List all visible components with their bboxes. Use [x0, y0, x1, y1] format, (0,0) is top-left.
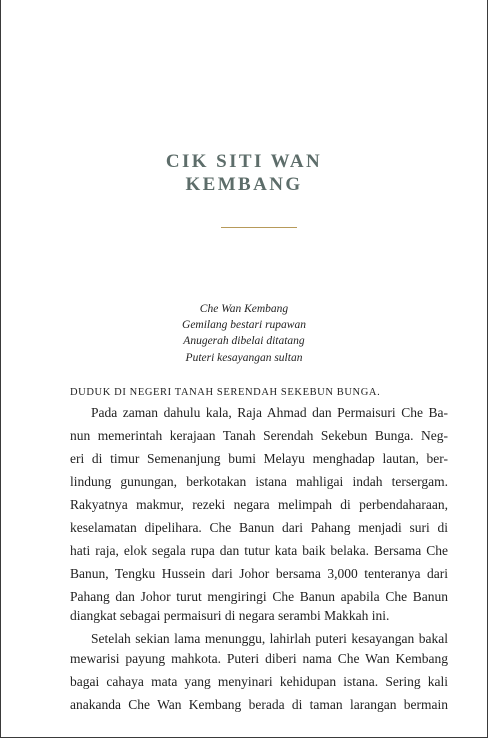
- body-text-line: mewarisi payung mahkota. Puteri diberi nama Che Wan Kembang: [70, 651, 448, 666]
- chapter-title: [1, 150, 487, 196]
- epigraph-line: Puteri kesayangan sultan: [185, 351, 303, 364]
- body-text-line: Banun, Tengku Hussein dari Johor bersama 3,000 tenteranya dari: [70, 566, 448, 581]
- opening-small-caps-line: DUDUK DI NEGERI TANAH SERENDAH SEKEBUN BUNGA.: [70, 387, 381, 398]
- body-text-line: nun memerintah kerajaan Tanah Serendah Sekebun Bunga. Neg-: [70, 428, 448, 443]
- body-text-line: hati raja, elok segala rupa dan tutur kata baik belaka. Bersama Che: [70, 543, 448, 558]
- body-text-line: eri di timur Semenanjung bumi Melayu menghadap lautan, ber-: [70, 451, 448, 466]
- body-text-line: keselamatan dipelihara. Che Banun dari Pahang menjadi suri di: [70, 520, 448, 535]
- epigraph-verse: [1, 301, 487, 366]
- body-text-line: lindung gunungan, berkotakan istana mahligai indah tersergam.: [70, 474, 448, 489]
- body-text-line: diangkat sebagai permaisuri di negara serambi Makkah ini.: [70, 608, 390, 623]
- chapter-title-line-2: KEMBANG: [185, 174, 303, 195]
- body-text-line: Pahang dan Johor turut mengiringi Che Banun apabila Che Banun: [70, 589, 448, 604]
- epigraph-line: Anugerah dibelai ditatang: [183, 335, 305, 348]
- body-text-line: bagai cahaya mata yang menyinari kehidupan istana. Sering kali: [70, 674, 448, 689]
- title-divider-rule: [221, 227, 297, 228]
- body-text-line: Setelah sekian lama menunggu, lahirlah puteri kesayangan bakal: [91, 631, 448, 646]
- body-text-line: anakanda Che Wan Kembang berada di taman larangan bermain: [70, 697, 448, 712]
- body-text-line: Rakyatnya makmur, rezeki negara melimpah di perbendaharaan,: [70, 497, 448, 512]
- chapter-title-line-1: CIK SITI WAN: [165, 151, 323, 172]
- epigraph-line: Che Wan Kembang: [199, 303, 289, 315]
- epigraph-line: Gemilang bestari rupawan: [182, 319, 306, 332]
- body-text-line: Pada zaman dahulu kala, Raja Ahmad dan Permaisuri Che Ba-: [91, 405, 448, 420]
